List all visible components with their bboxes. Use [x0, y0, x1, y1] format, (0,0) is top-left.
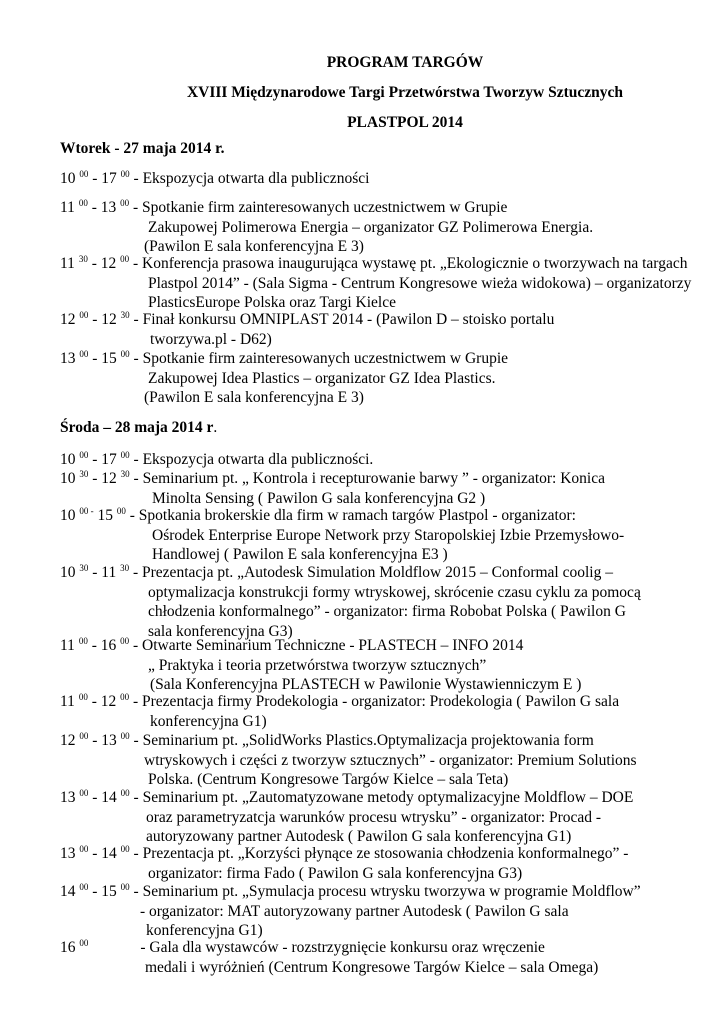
day-heading-wednesday: Środa – 28 maja 2014 r. — [60, 419, 218, 436]
schedule-entry: 11 $^{00}$ - 12 $^{00}$ - Prezentacja firmy Prodekologia - organizator: Prodekologia ( Pawilon G sala konferencyjna G1) — [60, 692, 620, 730]
time-range: 13 $^{00}$ - 14 $^{00}$ — [60, 788, 130, 806]
time-range: 12 $^{00}$ - 12 $^{30}$ — [60, 310, 130, 328]
schedule-entry: 11 $^{30}$ - 12 $^{00}$ - Konferencja prasowa inaugurująca wystawę pt. „Ekologicznie o tworzywach na targach Plastpol 2014” - (Sala Sigma - Centrum Kongresowe wieża widokowa) – organizatorzy PlasticsEurope Polska oraz Targi Kielce — [60, 254, 692, 312]
time-range: 12 $^{00}$ - 13 $^{00}$ — [60, 731, 130, 749]
time-range: 11 $^{00}$ - 12 $^{00}$ — [60, 692, 130, 710]
schedule-entry: 13 $^{00}$ - 14 $^{00}$ - Prezentacja pt. „Korzyści płynące ze stosowania chłodzenia konformalnego” - organizator: firma Fado ( Pawilon G sala konferencyjna G3) — [60, 844, 629, 882]
time-range: 10 $^{00}$ - 17 $^{00}$ — [60, 450, 130, 468]
schedule-entry: 10 $^{00}$ - 17 $^{00}$ - Ekspozycja otwarta dla publiczności — [60, 169, 370, 187]
schedule-entry: 16 $^{00}$ - Gala dla wystawców - rozstrzygnięcie konkursu oraz wręczenie medali i wyróżnień (Centrum Kongresowe Targów Kielce – sala Omega) — [60, 938, 599, 976]
schedule-entry: 12 $^{00}$ - 13 $^{00}$ - Seminarium pt. „SolidWorks Plastics.Optymalizacja projektowania form wtryskowych i części z tworzyw sztucznych” - organizator: Premium Solutions Polska. (Centrum Kongresowe Targów Kielce – sala Teta) — [60, 731, 637, 789]
schedule-entry: 12 $^{00}$ - 12 $^{30}$ - Finał konkursu OMNIPLAST 2014 - (Pawilon D – stoisko portalu tworzywa.pl - D62) — [60, 310, 555, 348]
time-range: 11 $^{00}$ - 16 $^{00}$ — [60, 636, 130, 654]
schedule-entry: 14 $^{00}$ - 15 $^{00}$ - Seminarium pt. „Symulacja procesu wtrysku tworzywa w programie Moldflow” - organizator: MAT autoryzowany partner Autodesk ( Pawilon G sala konferencyjna G1) — [60, 882, 641, 940]
schedule-entry: 13 $^{00}$ - 14 $^{00}$ - Seminarium pt. „Zautomatyzowane metody optymalizacyjne Moldflow – DOE oraz parametryzatcja warunków procesu wtrysku” - organizator: Procad - autoryzowany partner Autodesk ( Pawilon G sala konferencyjna G1) — [60, 788, 634, 846]
schedule-entry: 13 $^{00}$ - 15 $^{00}$ - Spotkanie firm zainteresowanych uczestnictwem w Grupie Zakupowej Idea Plastics – organizator GZ Idea Plastics. (Pawilon E sala konferencyjna E 3) — [60, 349, 508, 407]
event-name: PLASTPOL 2014 — [347, 114, 463, 131]
schedule-entry: 11 $^{00}$ - 16 $^{00}$ - Otwarte Seminarium Techniczne - PLASTECH – INFO 2014 „ Praktyka i teoria przetwórstwa tworzyw sztucznych” (Sala Konferencyjna PLASTECH w Pawilonie Wystawienniczym E ) — [60, 636, 582, 694]
schedule-entry: 10 $^{30}$ - 11 $^{30}$ - Prezentacja pt. „Autodesk Simulation Moldflow 2015 – Conformal coolig – optymalizacja konstrukcji formy wtryskowej, skrócenie czasu cyklu za pomocą chłodzenia konformalnego” - organizator: firma Robobat Polska ( Pawilon G sala konferencyjna G3) — [60, 563, 641, 640]
document-title: PROGRAM TARGÓW — [326, 54, 484, 71]
schedule-entry: 10 $^{30}$ - 12 $^{30}$ - Seminarium pt. „ Kontrola i recepturowanie barwy ” - organizator: Konica Minolta Sensing ( Pawilon G sala konferencyjna G2 ) — [60, 469, 605, 507]
schedule-entry: 10 $^{00}$ - 17 $^{00}$ - Ekspozycja otwarta dla publiczności. — [60, 450, 374, 468]
time-range: 14 $^{00}$ - 15 $^{00}$ — [60, 882, 130, 900]
day-heading-tuesday: Wtorek - 27 maja 2014 r. — [60, 140, 225, 157]
time-range: 16 $^{00}$ — [60, 938, 89, 956]
time-range: 10 $^{30}$ - 11 $^{30}$ — [60, 563, 130, 581]
time-range: 10 $^{00 -}$ 15 $^{00}$ — [60, 506, 126, 524]
time-range: 13 $^{00}$ - 14 $^{00}$ — [60, 844, 130, 862]
time-range: 10 $^{00}$ - 17 $^{00}$ — [60, 169, 130, 187]
schedule-entry: 10 $^{00 -}$ 15 $^{00}$ - Spotkania brokerskie dla firm w ramach targów Plastpol - organizator: Ośrodek Enterprise Europe Network przy Staropolskiej Izbie Przemysłowo- Handlowej ( Pawilon E sala konferencyjna E3 ) — [60, 506, 625, 564]
time-range: 10 $^{30}$ - 12 $^{30}$ — [60, 469, 130, 487]
time-range: 13 $^{00}$ - 15 $^{00}$ — [60, 349, 130, 367]
time-range: 11 $^{30}$ - 12 $^{00}$ — [60, 254, 130, 272]
schedule-entry: 11 $^{00}$ - 13 $^{00}$ - Spotkanie firm zainteresowanych uczestnictwem w Grupie Zakupowej Polimerowa Energia – organizator GZ Polimerowa Energia. (Pawilon E sala konferencyjna E 3) — [60, 198, 594, 256]
time-range: 11 $^{00}$ - 13 $^{00}$ — [60, 198, 130, 216]
document-subtitle: XVIII Międzynarodowe Targi Przetwórstwa Tworzyw Sztucznych — [186, 84, 624, 101]
